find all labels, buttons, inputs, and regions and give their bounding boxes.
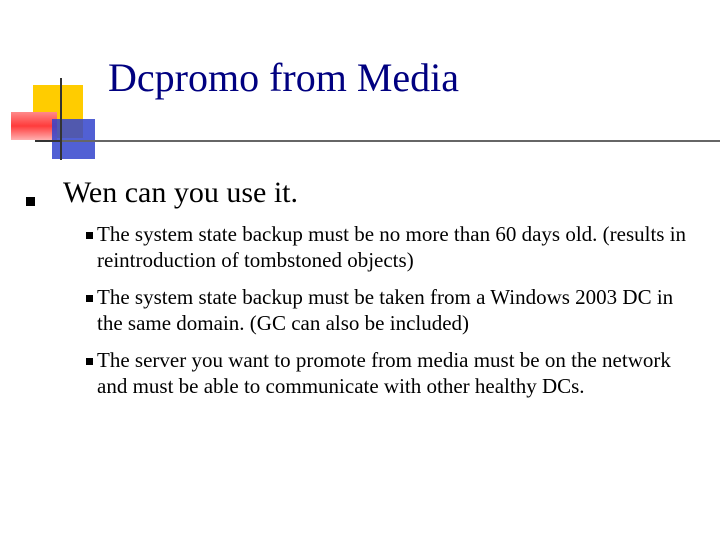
- bullet-square-icon: [86, 295, 93, 302]
- slide-title: Dcpromo from Media: [108, 55, 460, 100]
- sub-bullet-text: The system state backup must be taken from a Windows 2003 DC in the same domain. (GC can also be included): [97, 285, 674, 335]
- title-rule: [62, 140, 720, 142]
- logo-vertical-line: [60, 78, 62, 160]
- logo-red-bar: [11, 112, 57, 140]
- bullet-square-icon: [86, 358, 93, 365]
- bullet-square-icon: [86, 232, 93, 239]
- logo-horizontal-line: [35, 140, 65, 142]
- sub-bullet-text: The server you want to promote from media must be on the network and must be able to communicate with other healthy DCs.: [97, 348, 671, 398]
- main-bullet-text: Wen can you use it.: [63, 176, 299, 209]
- bullet-square-icon: [26, 197, 35, 206]
- logo-blue-square: [52, 119, 95, 159]
- sub-bullet-text: The system state backup must be no more than 60 days old. (results in reintroduction of tombstoned objects): [97, 222, 687, 272]
